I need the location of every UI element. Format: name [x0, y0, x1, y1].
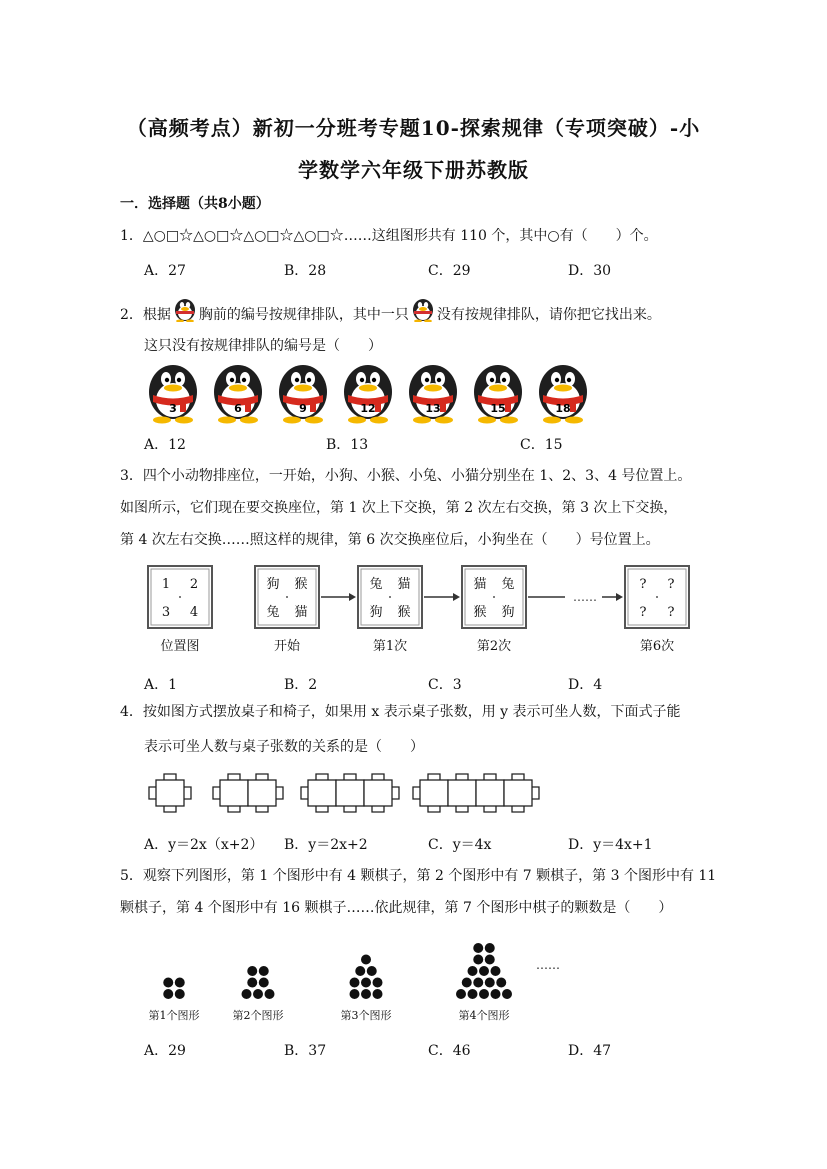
- table: [308, 780, 336, 806]
- chair: [532, 787, 539, 799]
- chess-figure-caption: 第2个图形: [232, 1009, 284, 1022]
- chess-piece: [473, 943, 483, 953]
- penguin-number: 3: [169, 402, 177, 415]
- penguin-figure: [539, 365, 587, 424]
- chess-figure: [341, 955, 392, 1023]
- chess-piece: [462, 978, 472, 988]
- q3-option-b: B．2: [284, 677, 318, 693]
- seat-box-caption: 位置图: [160, 639, 200, 654]
- penguin-row: [140, 362, 610, 428]
- seat-cell: 3: [161, 605, 171, 620]
- table: [504, 780, 532, 806]
- chess-piece: [163, 978, 173, 988]
- q1-option-c: C．29: [428, 263, 471, 279]
- chair: [344, 774, 356, 780]
- chess-piece: [479, 989, 489, 999]
- chess-piece: [468, 989, 478, 999]
- question-1-text: 1．△○□☆△○□☆△○□☆△○□☆……这组图形共有 110 个，其中○有（ ）个。: [120, 228, 658, 244]
- q1-option-b: B．28: [284, 263, 327, 279]
- seat-cell: ?: [667, 605, 675, 620]
- chair: [164, 806, 176, 812]
- seat-box-caption: 开始: [273, 639, 301, 654]
- chair: [316, 774, 328, 780]
- seat-cell: 1: [161, 577, 171, 592]
- chair: [484, 774, 496, 780]
- seat-box-caption: 第6次: [639, 639, 675, 654]
- chair: [184, 787, 191, 799]
- penguin-icon: [171, 296, 199, 334]
- table: [448, 780, 476, 806]
- penguin-figure: [279, 365, 327, 424]
- table-group: [213, 774, 283, 812]
- seat-cell: 猫: [473, 577, 487, 592]
- arrow-head: [453, 593, 460, 601]
- chess-figure-caption: 第3个图形: [340, 1009, 392, 1022]
- penguin-icon: [409, 296, 437, 334]
- chess-piece: [242, 989, 252, 999]
- chess-piece: [253, 989, 263, 999]
- chess-piece: [473, 955, 483, 965]
- question-2-line2: 这只没有按规律排队的编号是（ ）: [144, 338, 382, 354]
- table: [336, 780, 364, 806]
- q3-option-d: D．4: [568, 677, 603, 693]
- chair: [392, 787, 399, 799]
- seat-cell: 猴: [294, 577, 308, 592]
- seat-cell: 狗: [501, 605, 515, 620]
- chess-piece: [502, 989, 512, 999]
- chess-piece: [355, 966, 365, 976]
- question-5-line1: 5．观察下列图形，第 1 个图形中有 4 颗棋子，第 2 个图形中有 7 颗棋子，第 3 个图形中有 11: [120, 868, 717, 884]
- chair: [372, 806, 384, 812]
- q2-text-b: 胸前的编号按规律排队，其中一只: [198, 307, 409, 323]
- q5-option-d: D．47: [568, 1043, 612, 1059]
- chess-figure: [233, 966, 284, 1022]
- q2-option-c: C．15: [520, 437, 563, 453]
- seat-cell: 猫: [397, 577, 411, 592]
- question-3-line1: 3．四个小动物排座位，一开始，小狗、小猴、小兔、小猫分别坐在 1、2、3、4 号位置上。: [120, 468, 692, 484]
- chair: [228, 806, 240, 812]
- chess-piece: [350, 978, 360, 988]
- chess-figure-caption: 第4个图形: [458, 1009, 510, 1022]
- seat-cell: ?: [639, 605, 647, 620]
- chair: [316, 806, 328, 812]
- seat-cell: 兔: [266, 605, 280, 620]
- penguin-figure: [344, 365, 392, 424]
- table: [248, 780, 276, 806]
- seat-box: [462, 566, 526, 654]
- seat-box-caption: 第2次: [476, 639, 512, 654]
- chess-figure-caption: 第1个图形: [148, 1009, 200, 1022]
- question-2-text: [120, 296, 661, 334]
- chair: [276, 787, 283, 799]
- seat-cell: 2: [189, 577, 199, 592]
- chess-pieces-diagram: [140, 932, 580, 1028]
- seat-cell: 猴: [473, 605, 487, 620]
- chess-piece: [259, 978, 269, 988]
- table: [420, 780, 448, 806]
- q2-text-a: 2．根据: [120, 307, 171, 323]
- chess-piece: [373, 978, 383, 988]
- chess-piece: [163, 989, 173, 999]
- chair: [149, 787, 156, 799]
- chess-piece: [361, 955, 371, 965]
- penguin-figure: [214, 365, 262, 424]
- tables-chairs-diagram: [140, 770, 540, 824]
- table-group: [413, 774, 539, 812]
- seat-cell: 猫: [294, 605, 308, 620]
- seat-swap-diagram: [140, 562, 700, 664]
- chair: [344, 806, 356, 812]
- seat-cell: 狗: [369, 605, 383, 620]
- seat-cell: ?: [667, 577, 675, 592]
- chess-piece: [350, 989, 360, 999]
- penguin-number: 6: [234, 402, 242, 415]
- chair: [428, 774, 440, 780]
- arrow-head: [616, 593, 623, 601]
- chess-piece: [468, 966, 478, 976]
- q3-option-a: A．1: [144, 677, 178, 693]
- table: [476, 780, 504, 806]
- penguin-number: 12: [360, 402, 376, 415]
- chess-piece: [485, 955, 495, 965]
- seat-cell: 狗: [266, 577, 280, 592]
- penguin-figure: [409, 365, 457, 424]
- chair: [456, 806, 468, 812]
- question-4-line2: 表示可坐人数与桌子张数的关系的是（ ）: [144, 739, 424, 755]
- q5-option-a: A．29: [144, 1043, 186, 1059]
- page-title-line1: （高频考点）新初一分班考专题10-探索规律（专项突破）-小: [126, 116, 701, 140]
- seat-cell: 兔: [369, 577, 383, 592]
- seat-cell: 猴: [397, 605, 411, 620]
- question-4-line1: 4．按如图方式摆放桌子和椅子，如果用 x 表示桌子张数，用 y 表示可坐人数，下面式子能: [120, 704, 681, 720]
- chair: [213, 787, 220, 799]
- chess-piece: [175, 989, 185, 999]
- q4-option-a: A．y＝2x（x+2）: [144, 837, 264, 853]
- chair: [428, 806, 440, 812]
- chess-piece: [479, 966, 489, 976]
- q2-text-c: 没有按规律排队，请你把它找出来。: [436, 307, 661, 323]
- page-title-line2: 学数学六年级下册苏教版: [298, 158, 529, 182]
- chair: [512, 806, 524, 812]
- seat-box-caption: 第1次: [372, 639, 408, 654]
- chess-piece: [175, 978, 185, 988]
- chair: [484, 806, 496, 812]
- question-5-line2: 颗棋子，第 4 个图形中有 16 颗棋子……依此规律，第 7 个图形中棋子的颗数是（ ）: [120, 900, 673, 916]
- ellipsis-dots: ……: [573, 590, 597, 604]
- chair: [456, 774, 468, 780]
- chess-piece: [247, 978, 257, 988]
- penguin-number: 13: [425, 402, 441, 415]
- chair: [512, 774, 524, 780]
- seat-cell: 兔: [501, 577, 515, 592]
- chess-piece: [361, 978, 371, 988]
- chair: [164, 774, 176, 780]
- chess-piece: [485, 943, 495, 953]
- chess-piece: [247, 966, 257, 976]
- q4-option-c: C．y＝4x: [428, 837, 492, 853]
- chess-piece: [496, 978, 506, 988]
- chess-piece: [491, 966, 501, 976]
- chair: [301, 787, 308, 799]
- chair: [228, 774, 240, 780]
- chess-piece: [361, 989, 371, 999]
- table-group: [301, 774, 399, 812]
- table: [364, 780, 392, 806]
- penguin-number: 9: [299, 402, 307, 415]
- q1-option-a: A．27: [144, 263, 186, 279]
- section-heading: 一．选择题（共8小题）: [120, 196, 270, 212]
- table: [156, 780, 184, 806]
- chess-piece: [491, 989, 501, 999]
- q3-option-c: C．3: [428, 677, 462, 693]
- q4-option-d: D．y＝4x+1: [568, 837, 653, 853]
- q4-option-b: B．y＝2x+2: [284, 837, 368, 853]
- chess-piece: [456, 989, 466, 999]
- seat-box: [625, 566, 689, 654]
- chess-piece: [265, 989, 275, 999]
- penguin-number: 18: [555, 402, 571, 415]
- penguin-figure: [474, 365, 522, 424]
- q1-option-d: D．30: [568, 263, 612, 279]
- seat-box: [148, 566, 212, 654]
- seat-box: [358, 566, 422, 654]
- chess-figure: [456, 943, 512, 1022]
- seat-cell: 4: [189, 605, 199, 620]
- question-3-line3: 第 4 次左右交换……照这样的规律，第 6 次交换座位后，小狗坐在（ ）号位置上。: [120, 532, 660, 548]
- chess-piece: [259, 966, 269, 976]
- seat-cell: ?: [639, 577, 647, 592]
- continuation-dots: ……: [536, 958, 560, 972]
- chess-piece: [373, 989, 383, 999]
- chess-piece: [367, 966, 377, 976]
- chess-piece: [473, 978, 483, 988]
- question-3-line2: 如图所示，它们现在要交换座位，第 1 次上下交换，第 2 次左右交换，第 3 次上下交换，: [120, 500, 678, 516]
- arrow-head: [349, 593, 356, 601]
- q2-option-b: B．13: [326, 437, 369, 453]
- q5-option-c: C．46: [428, 1043, 471, 1059]
- chess-figure: [149, 978, 200, 1023]
- table: [220, 780, 248, 806]
- penguin-number: 15: [490, 402, 506, 415]
- chair: [256, 774, 268, 780]
- chair: [372, 774, 384, 780]
- chair: [256, 806, 268, 812]
- chess-piece: [485, 978, 495, 988]
- penguin-figure: [149, 365, 197, 424]
- chair: [413, 787, 420, 799]
- q2-option-a: A．12: [144, 437, 186, 453]
- seat-box: [255, 566, 319, 654]
- table-group: [149, 774, 191, 812]
- q5-option-b: B．37: [284, 1043, 327, 1059]
